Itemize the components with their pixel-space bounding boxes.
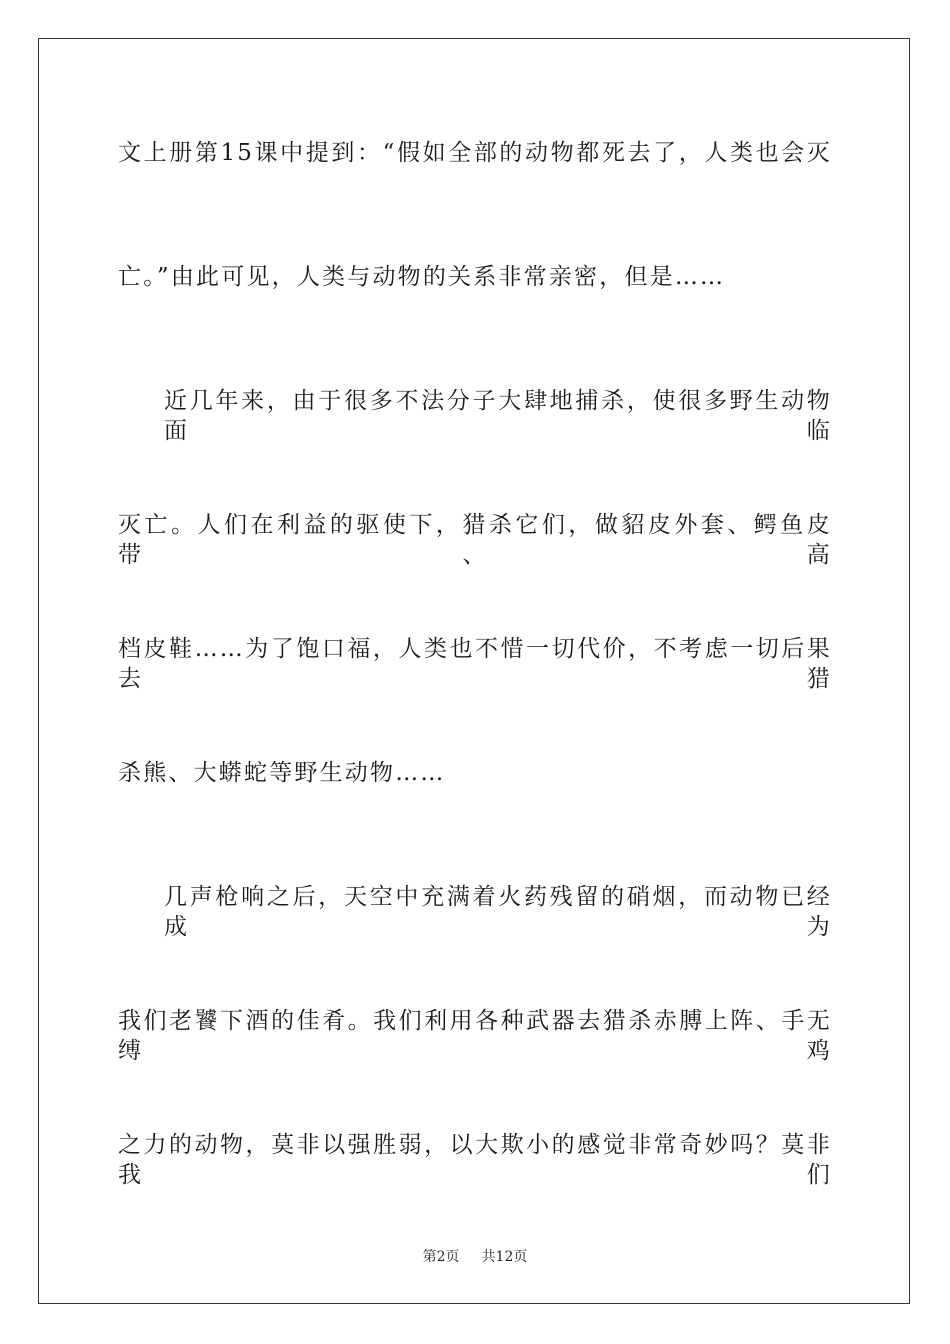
- page-footer: [0, 1248, 950, 1266]
- text-line-2: 亡。”由此可见，人类与动物的关系非常亲密，但是……: [118, 264, 726, 290]
- page-total: 共12页: [481, 1249, 528, 1265]
- text-line-6: 杀熊、大蟒蛇等野生动物……: [118, 760, 446, 786]
- text-line-4: 灭亡。人们在利益的驱使下，猎杀它们，做貂皮外套、鳄鱼皮带、高: [118, 512, 832, 568]
- text-line-3: 近几年来，由于很多不法分子大肆地捕杀，使很多野生动物面临: [164, 388, 832, 444]
- text-line-7: 几声枪响之后，天空中充满着火药残留的硝烟，而动物已经成为: [164, 884, 832, 940]
- text-line-5: 档皮鞋……为了饱口福，人类也不惜一切代价，不考虑一切后果去猎: [118, 636, 832, 692]
- text-line-8: 我们老饕下酒的佳肴。我们利用各种武器去猎杀赤膊上阵、手无缚鸡: [118, 1008, 832, 1064]
- text-line-9: 之力的动物，莫非以强胜弱，以大欺小的感觉非常奇妙吗？莫非我们: [118, 1132, 832, 1188]
- page-number: 第2页: [422, 1249, 460, 1265]
- text-line-1: 文上册第15课中提到：“假如全部的动物都死去了，人类也会灭: [118, 140, 832, 166]
